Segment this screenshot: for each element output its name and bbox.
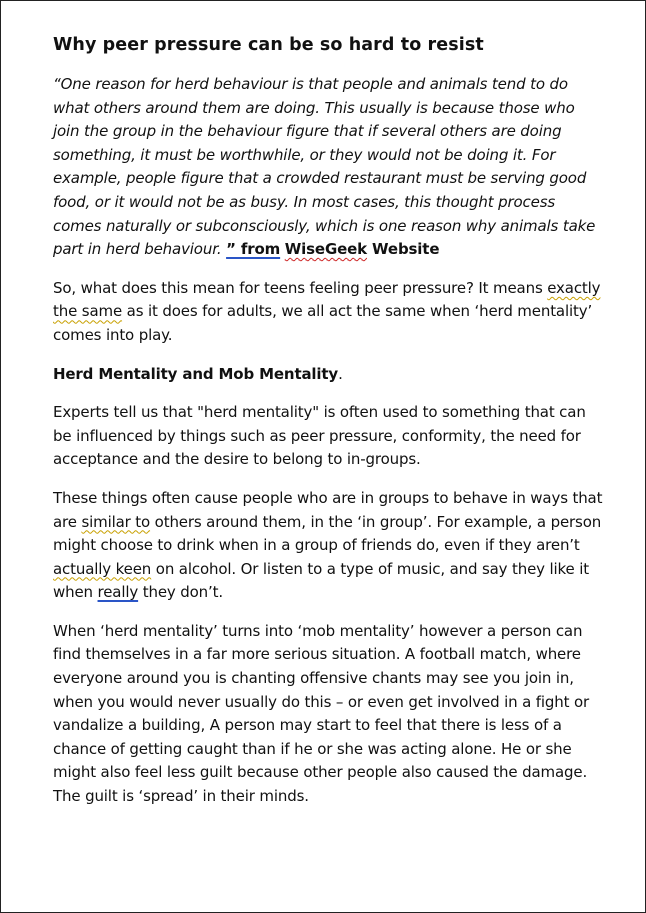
p3-flagged-phrase-2: actually keen	[53, 559, 152, 578]
p1-text-b: as it does for adults, we all act the same when ‘herd mentality’ comes into play.	[53, 302, 593, 344]
section-heading-dot: .	[338, 364, 343, 383]
quote-text: “One reason for herd behaviour is that people and animals tend to do what others around them are doing. This usually is because those who join the group in the behaviour figure that if several others are doing something, it must be worthwhile, or they would not be doing it. For example, people figure that a crowded restaurant must be serving good food, or it would not be as busy. In most cases, this thought process comes naturally or subconsciously, which is one reason why animals take part in herd behaviour.	[53, 75, 596, 259]
source-suffix: Website	[366, 240, 440, 259]
section-heading-text: Herd Mentality and Mob Mentality	[53, 364, 339, 383]
section-heading	[53, 363, 605, 387]
source-link[interactable]: ” from	[226, 240, 281, 259]
p1-text-a: So, what does this mean for teens feeling peer pressure? It means	[53, 278, 548, 297]
p3-text-a: These things often cause people who are in groups to behave in ways that are	[53, 488, 603, 531]
p3-text-d: they don’t.	[138, 583, 223, 602]
p3-text-b: others around them, in the ‘in group’. For example, a person might choose to drink when in a group of friends do, even if they aren’t	[53, 512, 602, 555]
p3-text-c: on alcohol. Or listen to a type of music, and say they like it when	[53, 559, 589, 602]
paragraph-4: When ‘herd mentality’ turns into ‘mob mentality’ however a person can find themselves in a far more serious situation. A football match, where everyone around you is chanting offensive chants may see you join in, when you would never usually do this – or even get involved in a fight or vandalize a building, A person may start to feel that there is less of a chance of getting caught than if he or she was acting alone. He or she might also feel less guilt because other people also caused the damage. The guilt is ‘spread’ in their minds.	[53, 621, 590, 806]
paragraph-2: Experts tell us that "herd mentality" is often used to something that can be influenced by things such as peer pressure, conformity, the need for acceptance and the desire to belong to in-groups.	[53, 403, 586, 469]
p3-flagged-phrase-3: really	[97, 583, 139, 602]
p3-flagged-phrase-1: similar to	[81, 512, 151, 531]
page-title: Why peer pressure can be so hard to resist	[53, 35, 484, 55]
paragraph-1	[53, 277, 605, 348]
p1-flagged-phrase: exactly the same	[53, 278, 601, 321]
paragraph-3	[53, 487, 605, 605]
quote-paragraph	[53, 73, 605, 262]
source-name: WiseGeek	[284, 240, 367, 259]
